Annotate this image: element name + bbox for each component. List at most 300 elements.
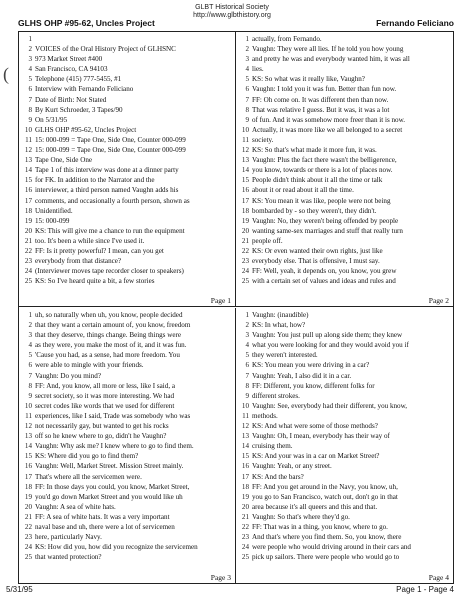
transcript-line xyxy=(236,401,453,411)
line-number: 25 xyxy=(241,277,249,286)
line-text: Interview with Fernando Feliciano xyxy=(35,85,134,94)
transcript-line xyxy=(236,340,453,350)
line-text: GLHS OHP #95-62, Uncles Project xyxy=(35,125,137,134)
line-text: FF: A sea of white hats. It was a very important xyxy=(35,512,170,521)
line-number: 8 xyxy=(28,381,32,390)
transcript-line xyxy=(236,165,453,175)
transcript-line xyxy=(19,502,235,512)
line-number: 15 xyxy=(24,452,32,461)
margin-mark: ( xyxy=(3,64,9,84)
transcript-line xyxy=(19,512,235,522)
line-number: 15 xyxy=(241,176,249,185)
line-number: 25 xyxy=(24,277,32,286)
transcript-line xyxy=(236,360,453,370)
line-text: Vaughn: Yeah, or any street. xyxy=(252,462,332,471)
transcript-line xyxy=(236,371,453,381)
transcript-line xyxy=(236,95,453,105)
transcript-line xyxy=(236,246,453,256)
line-number: 13 xyxy=(241,432,249,441)
line-number: 13 xyxy=(241,156,249,165)
line-number: 23 xyxy=(24,533,32,542)
line-text: People didn't think about it all the time or talk xyxy=(252,176,383,185)
footer-date: 5/31/95 xyxy=(6,585,33,594)
transcript-line xyxy=(19,216,235,226)
line-number: 4 xyxy=(245,341,249,350)
transcript-line xyxy=(236,276,453,286)
transcript-line xyxy=(236,44,453,54)
org-url: http://www.glbthistory.org xyxy=(193,12,271,19)
transcript-line xyxy=(236,135,453,145)
transcript-line xyxy=(236,461,453,471)
line-number: 22 xyxy=(24,246,32,255)
line-number: 11 xyxy=(25,411,32,420)
line-number: 15 xyxy=(24,176,32,185)
line-number: 1 xyxy=(28,311,32,319)
line-number: 8 xyxy=(28,105,32,114)
transcript-line xyxy=(19,256,235,266)
line-text: people off. xyxy=(252,236,283,245)
line-text: 15: 000-099 xyxy=(35,216,70,225)
transcript-line xyxy=(19,54,235,64)
line-number: 9 xyxy=(28,115,32,124)
page-label: Page 2 xyxy=(428,296,449,305)
line-number: 22 xyxy=(241,522,249,531)
line-text: about it or read about it all the time. xyxy=(252,186,354,195)
line-text: secret codes like words that we used for different xyxy=(35,401,175,410)
transcript-line xyxy=(19,492,235,502)
line-number: 24 xyxy=(241,543,249,552)
line-number: 3 xyxy=(245,331,249,340)
line-text: of fun. And it was somehow more freer than it is now. xyxy=(252,115,406,124)
transcript-line xyxy=(19,266,235,276)
transcript-line xyxy=(19,206,235,216)
line-text: 15: 000-099 = Tape One, Side One, Counter 000-099 xyxy=(35,135,186,144)
line-text: Vaughn: Yeah, I also did it in a car. xyxy=(252,371,352,380)
line-number: 19 xyxy=(241,216,249,225)
line-number: 5 xyxy=(28,75,32,84)
transcript-line xyxy=(19,175,235,185)
transcript-line xyxy=(236,391,453,401)
line-text: Vaughn: Why ask me? I knew where to go to find them. xyxy=(35,442,194,451)
line-text: secret society, so it was more interesting. We had xyxy=(35,391,175,400)
line-text: naval base and uh, there were a lot of servicemen xyxy=(35,522,175,531)
transcript-line xyxy=(236,431,453,441)
line-text: FF: Is it pretty powerful? I mean, can you get xyxy=(35,246,164,255)
line-number: 9 xyxy=(245,115,249,124)
line-text: actually, from Fernando. xyxy=(252,35,322,43)
transcript-line xyxy=(19,542,235,552)
line-text: FF: Oh come on. It was different then than now. xyxy=(252,95,389,104)
transcript-line xyxy=(236,185,453,195)
line-text: what you were looking for and they would avoid you if xyxy=(252,341,409,350)
line-text: FF: In those days you could, you know, Market Street, xyxy=(35,482,190,491)
line-text: VOICES of the Oral History Project of GLHSNC xyxy=(35,45,176,54)
transcript-line xyxy=(236,34,453,44)
line-text: Unidentified. xyxy=(35,206,73,215)
line-number: 13 xyxy=(24,156,32,165)
transcript-line xyxy=(236,145,453,155)
transcript-line xyxy=(236,492,453,502)
line-number: 17 xyxy=(241,196,249,205)
line-text: KS: In what, how? xyxy=(252,321,306,330)
line-number: 10 xyxy=(241,401,249,410)
line-text: KS: And the bars? xyxy=(252,472,304,481)
line-number: 6 xyxy=(245,361,249,370)
line-number: 1 xyxy=(245,311,249,319)
transcript-line xyxy=(19,64,235,74)
line-text: different strokes. xyxy=(252,391,300,400)
line-number: 4 xyxy=(28,341,32,350)
line-text: Vaughn: No, they weren't being offended by people xyxy=(252,216,399,225)
line-text: (Interviewer moves tape recorder closer to speakers) xyxy=(35,267,184,276)
line-number: 4 xyxy=(28,65,32,74)
line-number: 16 xyxy=(24,462,32,471)
page-label: Page 1 xyxy=(210,296,231,305)
line-number: 22 xyxy=(24,522,32,531)
transcript-line xyxy=(236,512,453,522)
line-number: 2 xyxy=(28,321,32,330)
transcript-line xyxy=(19,381,235,391)
transcript-line xyxy=(236,552,453,562)
line-number: 11 xyxy=(25,135,32,144)
line-number: 11 xyxy=(242,411,249,420)
project-id: GLHS OHP #95-62, Uncles Project xyxy=(18,18,155,28)
line-number: 18 xyxy=(24,206,32,215)
line-text: you know, towards or there is a lot of places now. xyxy=(252,166,393,175)
line-number: 21 xyxy=(241,512,249,521)
line-number: 16 xyxy=(24,186,32,195)
line-text: and pretty he was and everybody wanted him, it was all xyxy=(252,55,410,64)
line-number: 4 xyxy=(245,65,249,74)
transcript-line xyxy=(19,522,235,532)
transcript-line xyxy=(236,155,453,165)
line-text: 973 Market Street #400 xyxy=(35,55,103,64)
line-text: with a certain set of values and ideas and rules and xyxy=(252,277,396,286)
line-number: 16 xyxy=(241,186,249,195)
transcript-line xyxy=(236,226,453,236)
line-number: 6 xyxy=(245,85,249,94)
transcript-line xyxy=(236,74,453,84)
line-number: 14 xyxy=(24,442,32,451)
transcript-line xyxy=(19,74,235,84)
transcript-line xyxy=(236,105,453,115)
line-text: San Francisco, CA 94103 xyxy=(35,65,108,74)
transcript-line xyxy=(236,421,453,431)
line-number: 5 xyxy=(245,75,249,84)
line-text: too. It's been a while since I've used it. xyxy=(35,236,145,245)
line-text: cruising them. xyxy=(252,442,293,451)
transcript-line xyxy=(19,185,235,195)
line-text: Vaughn: Well, Market Street. Mission Street mainly. xyxy=(35,462,184,471)
line-text: Tape 1 of this interview was done at a dinner party xyxy=(35,166,179,175)
transcript-line xyxy=(236,350,453,360)
line-text: you go to San Francisco, watch out, don't go in that xyxy=(252,492,398,501)
line-number: 24 xyxy=(24,267,32,276)
line-number: 3 xyxy=(28,55,32,64)
transcript-line xyxy=(19,421,235,431)
transcript-line xyxy=(236,84,453,94)
line-text: for FK. In addition to the Narrator and the xyxy=(35,176,155,185)
line-text: And that's where you find them. So, you know, there xyxy=(252,533,402,542)
line-number: 14 xyxy=(24,166,32,175)
transcript-line xyxy=(236,256,453,266)
transcript-line xyxy=(19,44,235,54)
line-number: 5 xyxy=(245,351,249,360)
line-text: FF: And you get around in the Navy, you know, uh, xyxy=(252,482,398,491)
transcript-line xyxy=(236,196,453,206)
line-number: 19 xyxy=(241,492,249,501)
line-number: 12 xyxy=(241,422,249,431)
line-text: KS: You mean you were driving in a car? xyxy=(252,361,370,370)
line-text: Vaughn: (inaudible) xyxy=(252,311,309,319)
line-number: 17 xyxy=(241,472,249,481)
line-text: area because it's all queers and this and that. xyxy=(252,502,378,511)
line-text: FF: Different, you know, different folks for xyxy=(252,381,375,390)
line-text: comments, and occasionally a fourth person, shown as xyxy=(35,196,190,205)
line-text: By Kurt Schroeder, 3 Tapes/90 xyxy=(35,105,123,114)
line-text: Vaughn: Oh, I mean, everybody has their way of xyxy=(252,432,390,441)
line-number: 25 xyxy=(241,553,249,562)
line-number: 11 xyxy=(242,135,249,144)
transcript-page-1 xyxy=(19,32,236,307)
transcript-line xyxy=(236,236,453,246)
page-lines xyxy=(19,34,235,286)
line-text: Vaughn: A sea of white hats. xyxy=(35,502,116,511)
line-text: lies. xyxy=(252,65,264,74)
line-text: KS: You mean it was like, people were not being xyxy=(252,196,391,205)
transcript-line xyxy=(236,441,453,451)
line-number: 7 xyxy=(245,95,249,104)
line-text: KS: So what was it really like, Vaughn? xyxy=(252,75,365,84)
line-text: That's where all the servicemen were. xyxy=(35,472,142,481)
transcript-line xyxy=(19,350,235,360)
line-number: 21 xyxy=(24,236,32,245)
line-text: Date of Birth: Not Stated xyxy=(35,95,107,104)
line-text: KS: And what were some of those methods? xyxy=(252,422,378,431)
transcript-line xyxy=(19,552,235,562)
page-lines xyxy=(236,310,453,562)
line-text: methods. xyxy=(252,411,278,420)
line-number: 25 xyxy=(24,553,32,562)
line-text: KS: This will give me a chance to run the equipment xyxy=(35,226,185,235)
line-number: 3 xyxy=(245,55,249,64)
line-text: experiences, like I said, Trade was somebody who was xyxy=(35,411,191,420)
line-number: 21 xyxy=(241,236,249,245)
transcript-line xyxy=(19,125,235,135)
line-text: interviewer, a third person named Vaughn adds his xyxy=(35,186,179,195)
line-number: 10 xyxy=(24,401,32,410)
line-text: Vaughn: Plus the fact there wasn't the belligerence, xyxy=(252,156,397,165)
line-text: that wanted protection? xyxy=(35,553,102,562)
line-text: were able to mingle with your friends. xyxy=(35,361,144,370)
line-text: as they were, you make the most of it, and it was fun. xyxy=(35,341,187,350)
line-text: Actually, it was more like we all belonged to a secret xyxy=(252,125,403,134)
line-text: Vaughn: Do you mind? xyxy=(35,371,102,380)
line-text: not necessarily gay, but wanted to get his rocks xyxy=(35,422,169,431)
line-text: that they want a certain amount of, you know, freedom xyxy=(35,321,191,330)
line-number: 12 xyxy=(24,422,32,431)
transcript-line xyxy=(19,246,235,256)
transcript-line xyxy=(236,411,453,421)
transcript-line xyxy=(19,340,235,350)
line-number: 20 xyxy=(241,502,249,511)
line-number: 2 xyxy=(245,45,249,54)
line-number: 9 xyxy=(28,391,32,400)
line-text: they weren't interested. xyxy=(252,351,318,360)
org-name: GLBT Historical Society xyxy=(195,4,269,11)
transcript-line xyxy=(19,451,235,461)
line-text: here, particularly Navy. xyxy=(35,533,102,542)
line-number: 21 xyxy=(24,512,32,521)
line-text: Vaughn: So that's where they'd go. xyxy=(252,512,350,521)
transcript-line xyxy=(236,266,453,276)
line-number: 5 xyxy=(28,351,32,360)
line-text: KS: Where did you go to find them? xyxy=(35,452,139,461)
transcript-line xyxy=(236,472,453,482)
transcript-line xyxy=(19,115,235,125)
line-text: 'Cause you had, as a sense, had more freedom. You xyxy=(35,351,180,360)
line-number: 10 xyxy=(241,125,249,134)
transcript-line xyxy=(236,216,453,226)
line-number: 7 xyxy=(28,371,32,380)
page-label: Page 4 xyxy=(428,573,449,582)
transcript-line xyxy=(19,105,235,115)
line-number: 8 xyxy=(245,381,249,390)
transcript-line xyxy=(19,34,235,44)
transcript-line xyxy=(19,155,235,165)
transcript-line xyxy=(236,115,453,125)
transcript-line xyxy=(19,95,235,105)
transcript-line xyxy=(236,381,453,391)
line-text: Telephone (415) 777-5455, #1 xyxy=(35,75,122,84)
transcript-line xyxy=(19,431,235,441)
line-number: 7 xyxy=(28,95,32,104)
transcript-line xyxy=(19,165,235,175)
line-text: were people who would driving around in their cars and xyxy=(252,543,411,552)
line-number: 24 xyxy=(24,543,32,552)
line-text: Vaughn: I told you it was fun. Better than fun now. xyxy=(252,85,397,94)
transcript-line xyxy=(19,330,235,340)
line-text: everybody else. That is offensive, I must say. xyxy=(252,257,380,266)
transcript-line xyxy=(236,482,453,492)
line-text: That was relative I guess. But it was, it was a lot xyxy=(252,105,390,114)
line-number: 19 xyxy=(24,492,32,501)
line-number: 18 xyxy=(241,206,249,215)
transcript-line xyxy=(236,542,453,552)
transcript-line xyxy=(19,401,235,411)
transcript-line xyxy=(19,135,235,145)
line-number: 20 xyxy=(24,502,32,511)
line-number: 2 xyxy=(245,321,249,330)
line-number: 12 xyxy=(24,146,32,155)
line-number: 17 xyxy=(24,196,32,205)
line-text: 15: 000-099 = Tape One, Side One, Counter 000-099 xyxy=(35,146,186,155)
line-text: Vaughn: See, everybody had their different, you know, xyxy=(252,401,408,410)
line-number: 14 xyxy=(241,166,249,175)
transcript-line xyxy=(236,502,453,512)
line-number: 18 xyxy=(241,482,249,491)
transcript-line xyxy=(19,360,235,370)
line-number: 1 xyxy=(28,35,32,43)
line-number: 23 xyxy=(24,257,32,266)
transcript-page-4 xyxy=(236,308,453,583)
line-number: 13 xyxy=(24,432,32,441)
transcript-line xyxy=(236,64,453,74)
narrator-name: Fernando Feliciano xyxy=(376,18,454,28)
transcript-line xyxy=(19,482,235,492)
transcript-line xyxy=(19,371,235,381)
transcript-line xyxy=(19,411,235,421)
transcript-page-3 xyxy=(19,308,236,583)
transcript-line xyxy=(236,206,453,216)
transcript-line xyxy=(19,320,235,330)
transcript-line xyxy=(19,196,235,206)
line-text: you'd go down Market Street and you would like uh xyxy=(35,492,183,501)
line-number: 19 xyxy=(24,216,32,225)
transcript-header xyxy=(18,18,454,30)
line-number: 2 xyxy=(28,45,32,54)
transcript-line xyxy=(19,441,235,451)
line-number: 7 xyxy=(245,371,249,380)
line-number: 20 xyxy=(24,226,32,235)
transcript-page-2 xyxy=(236,32,453,307)
line-number: 17 xyxy=(24,472,32,481)
line-text: FF: Well, yeah, it depends on, you know, you grew xyxy=(252,267,397,276)
line-number: 24 xyxy=(241,267,249,276)
line-text: everybody from that distance? xyxy=(35,257,122,266)
transcript-line xyxy=(236,175,453,185)
line-number: 9 xyxy=(245,391,249,400)
line-text: KS: So I've heard quite a bit, a few stories xyxy=(35,277,155,286)
line-number: 20 xyxy=(241,226,249,235)
line-text: Tape One, Side One xyxy=(35,156,93,165)
line-number: 6 xyxy=(28,361,32,370)
line-number: 18 xyxy=(24,482,32,491)
transcript-line xyxy=(19,310,235,320)
line-text: KS: Or even wanted their own rights, just like xyxy=(252,246,383,255)
line-number: 22 xyxy=(241,246,249,255)
line-text: that they deserve, things change. Being things were xyxy=(35,331,181,340)
line-text: On 5/31/95 xyxy=(35,115,68,124)
transcript-line xyxy=(19,391,235,401)
line-text: society. xyxy=(252,135,274,144)
line-number: 8 xyxy=(245,105,249,114)
transcript-grid xyxy=(18,31,454,584)
line-number: 12 xyxy=(241,146,249,155)
transcript-line xyxy=(236,125,453,135)
line-text: FF: And, you know, all more or less, like I said, a xyxy=(35,381,176,390)
line-text: FF: That was in a thing, you know, where to go. xyxy=(252,522,388,531)
line-number: 6 xyxy=(28,85,32,94)
line-number: 15 xyxy=(241,452,249,461)
transcript-line xyxy=(236,310,453,320)
transcript-line xyxy=(236,320,453,330)
line-number: 23 xyxy=(241,257,249,266)
line-number: 3 xyxy=(28,331,32,340)
page-label: Page 3 xyxy=(210,573,231,582)
transcript-line xyxy=(19,532,235,542)
line-text: KS: How did you, how did you recognize the servicemen xyxy=(35,543,198,552)
transcript-line xyxy=(19,472,235,482)
line-text: Vaughn: They were all lies. If he told you how young xyxy=(252,45,404,54)
transcript-line xyxy=(19,145,235,155)
transcript-line xyxy=(236,451,453,461)
line-text: KS: So that's what made it more fun, it was. xyxy=(252,146,377,155)
line-number: 1 xyxy=(245,35,249,43)
page-lines xyxy=(236,34,453,286)
page-lines xyxy=(19,310,235,562)
line-text: KS: And your was in a car on Market Street? xyxy=(252,452,380,461)
